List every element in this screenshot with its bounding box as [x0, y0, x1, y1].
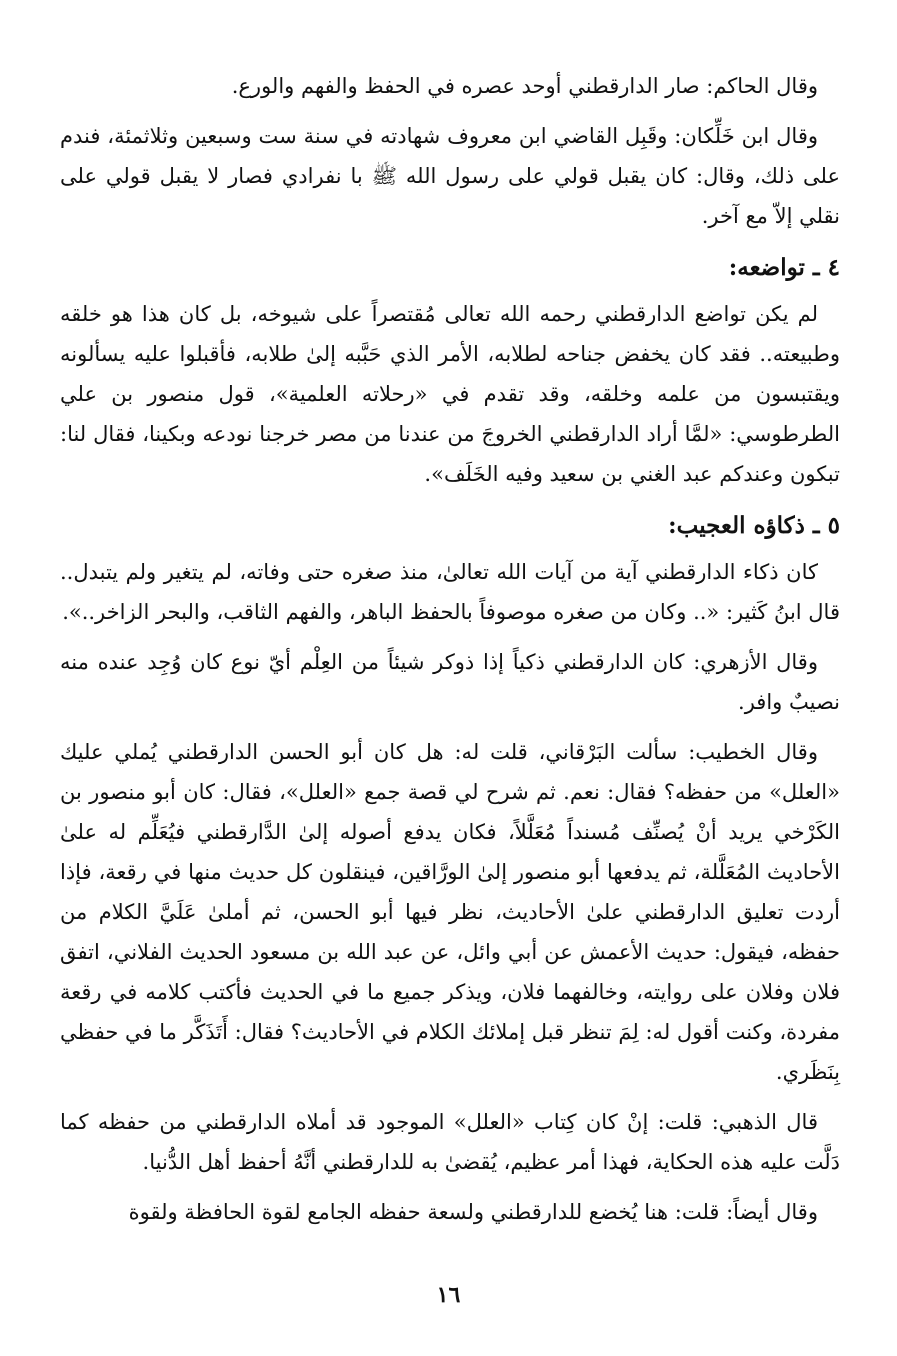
paragraph-hakim: وقال الحاكم: صار الدارقطني أوحد عصره في الحفظ والفهم والورع.: [231, 74, 818, 98]
section-heading-humility: ٤ ـ تواضعه:: [728, 254, 840, 281]
paragraph-ibn-khallikan: وقال ابن خَلِّكان: وقَبِل القاضي ابن معروف شهادته في سنة ست وسبعين وثلاثمئة، فندم على ذلك، وقال: كان يقبل قولي على رسول الله ﷺ با نفرادي فصار لا يقبل قولي على نقلي إلاّ مع آخر.: [60, 124, 840, 228]
paragraph-dhahabi-continued: وقال أيضاً: قلت: هنا يُخضع للدارقطني ولسعة حفظه الجامع لقوة الحافظة ولقوة: [128, 1200, 818, 1224]
paragraph-humility: لم يكن تواضع الدارقطني رحمه الله تعالى مُقتصراً على شيوخه، بل كان هذا هو خلقه وطبيعته.. فقد كان يخفض جناحه لطلابه، الأمر الذي حَبَّبه إلىٰ طلابه، فأقبلوا عليه يسألونه ويقتبسون من علمه وخلقه، وقد تقدم في «رحلاته العلمية»، قول منصور بن علي الطرطوسي: «لمَّا أراد الدارقطني الخروجَ من عندنا من مصر خرجنا نودعه وبكينا، فقال لنا: تبكون وعندكم عبد الغني بن سعيد وفيه الخَلَف».: [60, 302, 840, 486]
paragraph-azhari: وقال الأزهري: كان الدارقطني ذكياً إذا ذوكر شيئاً من العِلْم أيّ نوع كان وُجِد عنده منه نصيبٌ وافر.: [60, 650, 840, 714]
paragraph-dhahabi: قال الذهبي: قلت: إنْ كان كِتاب «العلل» الموجود قد أملاه الدارقطني من حفظه كما دَلَّت عليه هذه الحكاية، فهذا أمر عظيم، يُقضىٰ به للدارقطني أنَّهُ أحفظ أهل الدُّنيا.: [60, 1110, 840, 1174]
page-number: ١٦: [436, 1282, 461, 1308]
document-page: [60, 66, 840, 1326]
paragraph-intelligence-intro: كان ذكاء الدارقطني آية من آيات الله تعالىٰ، منذ صغره حتى وفاته، لم يتغير ولم يتبدل.. قال ابنُ كَثير: «.. وكان من صغره موصوفاً بالحفظ الباهر، والفهم الثاقب، والبحر الزاخر..».: [60, 560, 840, 624]
section-heading-intelligence: ٥ ـ ذكاؤه العجيب:: [668, 512, 840, 539]
paragraph-khatib: وقال الخطيب: سألت البَرْقاني، قلت له: هل كان أبو الحسن الدارقطني يُملي عليك «العلل» من حفظه؟ فقال: نعم. ثم شرح لي قصة جمع «العلل»، فقال: كان أبو منصور بن الكَرْخي يريد أنْ يُصنِّف مُسنداً مُعَلَّلاً، فكان يدفع أصوله إلىٰ الدَّارقطني فيُعَلِّم له علىٰ الأحاديث المُعَلَّلة، ثم يدفعها أبو منصور إلىٰ الورَّاقين، فينقلون كل حديث منها في رقعة، فإذا أردت تعليق الدارقطني علىٰ الأحاديث، نظر فيها أبو الحسن، ثم أملىٰ عَلَيَّ الكلام من حفظه، فيقول: حديث الأعمش عن أبي وائل، عن عبد الله بن مسعود الحديث الفلاني، اتفق فلان وفلان على روايته، وخالفهما فلان، ويذكر جميع ما في الحديث فأكتب كلامه في رقعة مفردة، وكنت أقول له: لِمَ تنظر قبل إملائك الكلام في الأحاديث؟ فقال: أَتَذَكَّر ما في حفظي بِنَظَري.: [60, 740, 840, 1084]
